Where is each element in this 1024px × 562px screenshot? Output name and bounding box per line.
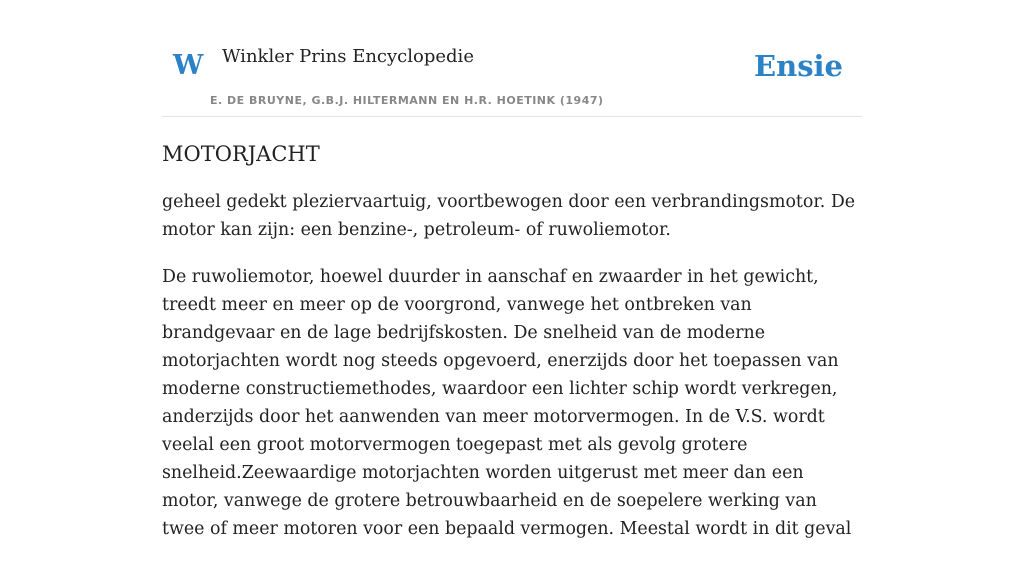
article: [162, 138, 864, 562]
publication-authors: E. DE BRUYNE, G.B.J. HILTERMANN EN H.R. HOETINK (1947): [210, 94, 604, 107]
publication-title[interactable]: Winkler Prins Encyclopedie: [222, 46, 474, 67]
publication-logo-icon[interactable]: W: [173, 50, 204, 81]
article-title: MOTORJACHT: [162, 142, 320, 166]
article-paragraph: geheel gedekt pleziervaartuig, voortbewogen door een verbrandingsmotor. De motor kan zijn: een benzine-, petroleum- of ruwoliemotor.: [162, 192, 856, 240]
site-logo[interactable]: Ensie: [754, 49, 843, 83]
article-paragraph: De ruwoliemotor, hoewel duurder in aanschaf en zwaarder in het gewicht, treedt meer en meer op de voorgrond, vanwege het ontbreken van brandgevaar en de lage bedrijfskosten. De snelheid van de moderne motorjachten wordt nog steeds opgevoerd, enerzijds door het toepassen van moderne constructiemethodes, waardoor een lichter schip wordt verkregen, anderzijds door het aanwenden van meer motorvermogen. In de V.S. wordt veelal een groot motorvermogen toegepast met als gevolg grotere snelheid.Zeewaardige motorjachten worden uitgerust met meer dan een motor, vanwege de grotere betrouwbaarheid en de soepelere werking van twee of meer motoren voor een bepaald vermogen. Meestal wordt in dit geval: [162, 267, 852, 539]
page-header: [162, 0, 862, 117]
